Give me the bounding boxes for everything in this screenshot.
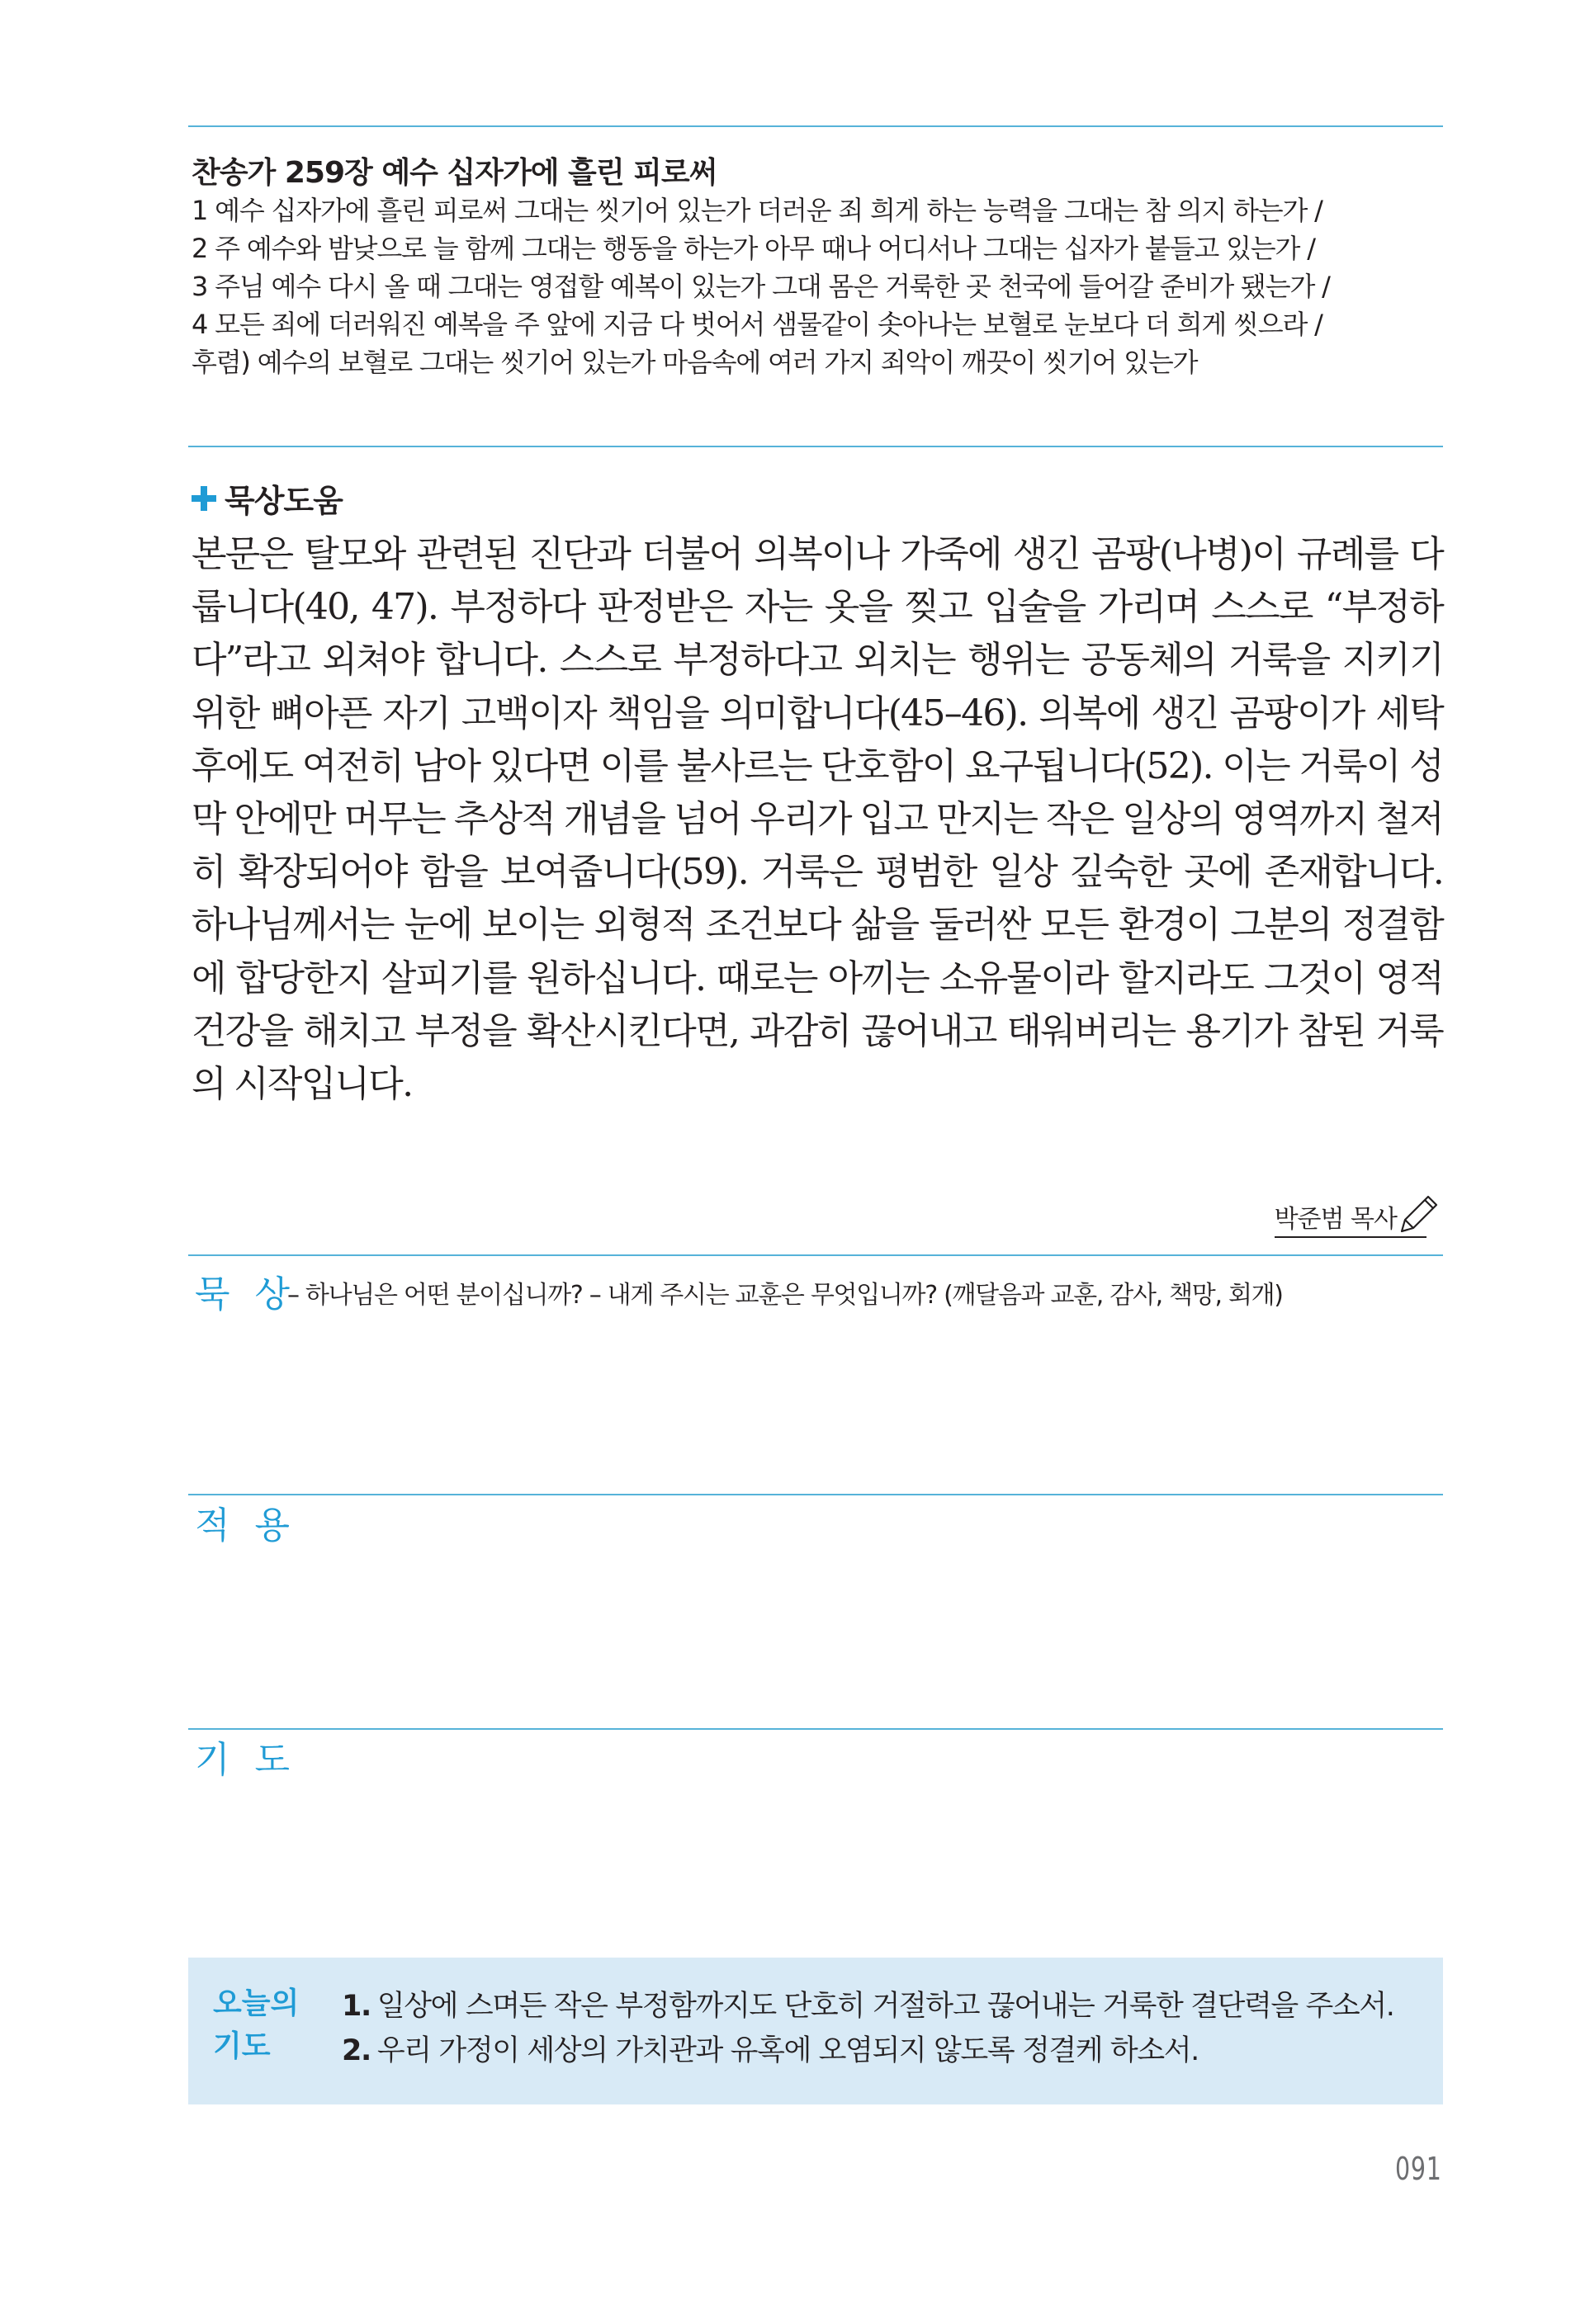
hymn-bottom-rule: [188, 446, 1443, 447]
page-number: 091: [1395, 2151, 1442, 2187]
meditate-label: 묵 상: [195, 1273, 296, 1316]
apply-label: 적 용: [195, 1504, 296, 1547]
todays-prayer-label: [213, 1982, 304, 2068]
prayer-item-number: 2.: [342, 2034, 371, 2067]
hymn-verse-1: 1 예수 십자가에 흘린 피로써 그대는 씻기어 있는가 더러운 죄 희게 하는 능력을 그대는 참 의지 하는가 /: [192, 195, 1322, 226]
meditation-body: 본문은 탈모와 관련된 진단과 더불어 의복이나 가죽에 생긴 곰팡(나병)이 규례를 다룹니다(40, 47). 부정하다 판정받은 자는 옷을 찢고 입술을 가리며 스스로 “부정하다”라고 외쳐야 합니다. 스스로 부정하다고 외치는 행위는 공동체의 거룩을 지키기 위한 뼈아픈 자기 고백이자 책임을 의미합니다(45–46). 의복에 생긴 곰팡이가 세탁 후에도 여전히 남아 있다면 이를 불사르는 단호함이 요구됩니다(52). 이는 거룩이 성막 안에만 머무는 추상적 개념을 넘어 우리가 입고 만지는 작은 일상의 영역까지 철저히 확장되어야 함을 보여줍니다(59). 거룩은 평범한 일상 깊숙한 곳에 존재합니다. 하나님께서는 눈에 보이는 외형적 조건보다 삶을 둘러싼 모든 환경이 그분의 정결함에 합당한지 살피기를 원하십니다. 때로는 아끼는 소유물이라 할지라도 그것이 영적 건강을 해치고 부정을 확산시킨다면, 과감히 끊어내고 태워버리는 용기가 참된 거룩의 시작입니다.: [192, 533, 1443, 1106]
top-rule: [188, 125, 1443, 127]
todays-prayer-label-line2: 기도: [213, 2029, 271, 2063]
author-name: 박준범 목사: [1275, 1203, 1426, 1238]
apply-rule: [188, 1494, 1443, 1495]
meditate-rule: [188, 1254, 1443, 1256]
author-signature: [1189, 1188, 1443, 1238]
meditation-heading-label: 묵상도움: [225, 483, 343, 519]
meditate-prompt: – 하나님은 어떤 분이십니까? – 내게 주시는 교훈은 무엇입니까? (깨달음과 교훈, 감사, 책망, 회개): [287, 1281, 1283, 1310]
pencil-icon: [1390, 1188, 1443, 1238]
hymn-block: [192, 155, 1443, 381]
todays-prayer-box: [188, 1958, 1443, 2104]
todays-prayer-label-line1: 오늘의: [213, 1986, 300, 2020]
plus-icon: [192, 486, 216, 511]
pray-rule: [188, 1728, 1443, 1730]
hymn-verse-4: 4 모든 죄에 더러워진 예복을 주 앞에 지금 다 벗어서 샘물같이 솟아나는 보혈로 눈보다 더 희게 씻으라 /: [192, 309, 1322, 340]
pray-label: 기 도: [195, 1739, 296, 1781]
meditation-heading: [192, 475, 343, 521]
prayer-item-number: 1.: [342, 1990, 371, 2023]
todays-prayer-items: [342, 1984, 1393, 2073]
prayer-item: [342, 2029, 1393, 2073]
hymn-refrain: 후렴) 예수의 보혈로 그대는 씻기어 있는가 마음속에 여러 가지 죄악이 깨끗이 씻기어 있는가: [192, 347, 1198, 378]
hymn-verse-3: 3 주님 예수 다시 올 때 그대는 영접할 예복이 있는가 그대 몸은 거룩한 곳 천국에 들어갈 준비가 됐는가 /: [192, 271, 1330, 302]
prayer-item: [342, 1984, 1393, 2029]
hymn-title: 찬송가 259장 예수 십자가에 흘린 피로써: [192, 156, 717, 190]
prayer-item-text: 일상에 스며든 작은 부정함까지도 단호히 거절하고 끊어내는 거룩한 결단력을 주소서.: [376, 1990, 1394, 2023]
hymn-verse-2: 2 주 예수와 밤낮으로 늘 함께 그대는 행동을 하는가 아무 때나 어디서나 그대는 십자가 붙들고 있는가 /: [192, 233, 1315, 264]
prayer-item-text: 우리 가정이 세상의 가치관과 유혹에 오염되지 않도록 정결케 하소서.: [376, 2034, 1199, 2067]
